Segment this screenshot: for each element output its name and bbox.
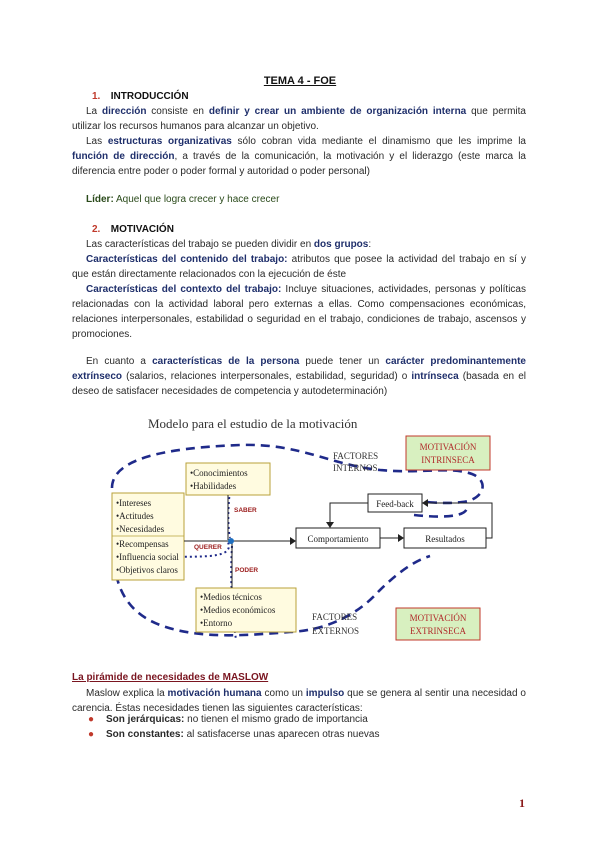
arrowhead [398,534,404,542]
extrinsic-motivation-label: MOTIVACIÓN [409,613,467,623]
knowledge-item: •Conocimientos [190,468,248,478]
text: (basada en el deseo de satisfacer necesidades de competencia y autodeterminación) [72,371,526,397]
feedback-to-behaviour-line [330,503,368,528]
text: : [368,239,372,250]
means-item: •Medios económicos [200,605,276,615]
text: Incluye situaciones, actividades, personas y políticas relacionadas con la actividad laboral pero externas a ellas. Como compensaciones económicas, relaciones interpersonales, estabilidad o seguridad en el trabajo, condiciones de trabajo, ascensos y promociones. [72,284,526,340]
diagram-title: Modelo para el estudio de la motivación [148,416,358,431]
means-item: •Medios técnicos [200,592,262,602]
bullet-icon: ● [88,729,95,740]
results-label: Resultados [425,534,465,544]
intrinsic-motivation-label: MOTIVACIÓN [419,442,477,452]
label-saber: SABER [234,507,257,514]
label-querer: QUERER [194,544,222,551]
keyword: Líder: [86,194,114,205]
keyword: dirección [101,106,147,117]
item-text: no tienen el mismo grado de importancia [184,714,368,725]
text: que permita utilizar los recursos humanos para alcanzar un objetivo. [72,106,526,132]
keyword: dos grupos [313,239,369,250]
keyword: características de la persona [152,356,300,367]
keyword: estructuras organizativas [107,136,232,147]
keyword: motivación humana [167,688,262,699]
text: sólo cobran vida mediante el dinamismo que les imprime la [231,136,526,147]
extrinsic-motivation-label: EXTRINSECA [410,626,466,636]
text: (salarios, relaciones interpersonales, estabilidad, seguridad) o [122,371,412,382]
section-number: 1. [92,91,101,102]
bullet-icon: ● [88,714,95,725]
arrowhead [422,499,428,507]
document-title: TEMA 4 - FOE [263,75,337,87]
item-bold: Son jerárquicas: [106,714,185,725]
text: consiste en [146,106,209,117]
feedback-label: Feed-back [376,499,414,509]
text: La [86,106,102,117]
text: Las [86,136,108,147]
text: Las características del trabajo se pueden dividir en [86,239,314,250]
maslow-characteristics-list [88,712,528,742]
keyword: función de dirección [72,151,175,162]
text: que se genera al sentir una necesidad o carencia. Éstas necesidades tienen las siguientes características: [72,688,526,714]
text: , a través de la comunicación, la motivación y el liderazgo (este marca la diferencia entre poder o poder formal y autoridad o poder personal) [72,151,526,177]
item-bold: Son constantes: [106,729,184,740]
keyword: impulso [305,688,345,699]
means-item: •Entorno [200,618,233,628]
list-item [88,712,528,727]
internal-factors-label: INTERNOS [333,463,378,473]
behaviour-label: Comportamiento [307,534,369,544]
context-item: •Recompensas [116,539,169,549]
text: atributos que posee la actividad del trabajo en sí y que están directamente relacionados con la ejecución de éste [72,254,526,280]
text: En cuanto a [86,356,153,367]
text: puede tener un [299,356,386,367]
saber-dotted-line [229,492,231,538]
keyword: Características del contexto del trabajo: [86,284,282,295]
junction-dot [228,538,234,544]
maslow-heading: La pirámide de necesidades de MASLOW [72,672,269,683]
context-item: •Objetivos claros [116,565,178,575]
internal-factors-label: FACTORES [333,451,379,461]
knowledge-item: •Habilidades [190,481,237,491]
keyword: definir y crear un ambiente de organización interna [208,106,467,117]
external-factors-label: FACTORES [312,612,358,622]
context-item: •Influencia social [116,552,179,562]
list-item [88,727,528,742]
intrinsic-motivation-label: INTRINSECA [421,455,475,465]
text: como un [261,688,306,699]
section-title: MOTIVACIÓN [110,224,174,235]
personal-item: •Intereses [116,498,152,508]
text: Aquel que logra crecer y hace crecer [113,194,280,205]
keyword: carácter predominantemente extrínseco [72,356,526,382]
text: Maslow explica la [86,688,168,699]
external-factors-label: EXTERNOS [312,626,359,636]
keyword: intrínseca [411,371,459,382]
page-number: 1 [519,796,525,810]
personal-item: •Actitudes [116,511,154,521]
section-number: 2. [92,224,101,235]
personal-item: •Necesidades [116,524,165,534]
arrowhead [326,522,334,528]
arrowhead [290,537,296,545]
section-title: INTRODUCCIÓN [110,91,189,102]
label-poder: PODER [235,567,259,574]
keyword: Características del contenido del trabajo: [86,254,288,265]
item-text: al satisfacerse unas aparecen otras nuevas [183,729,380,740]
